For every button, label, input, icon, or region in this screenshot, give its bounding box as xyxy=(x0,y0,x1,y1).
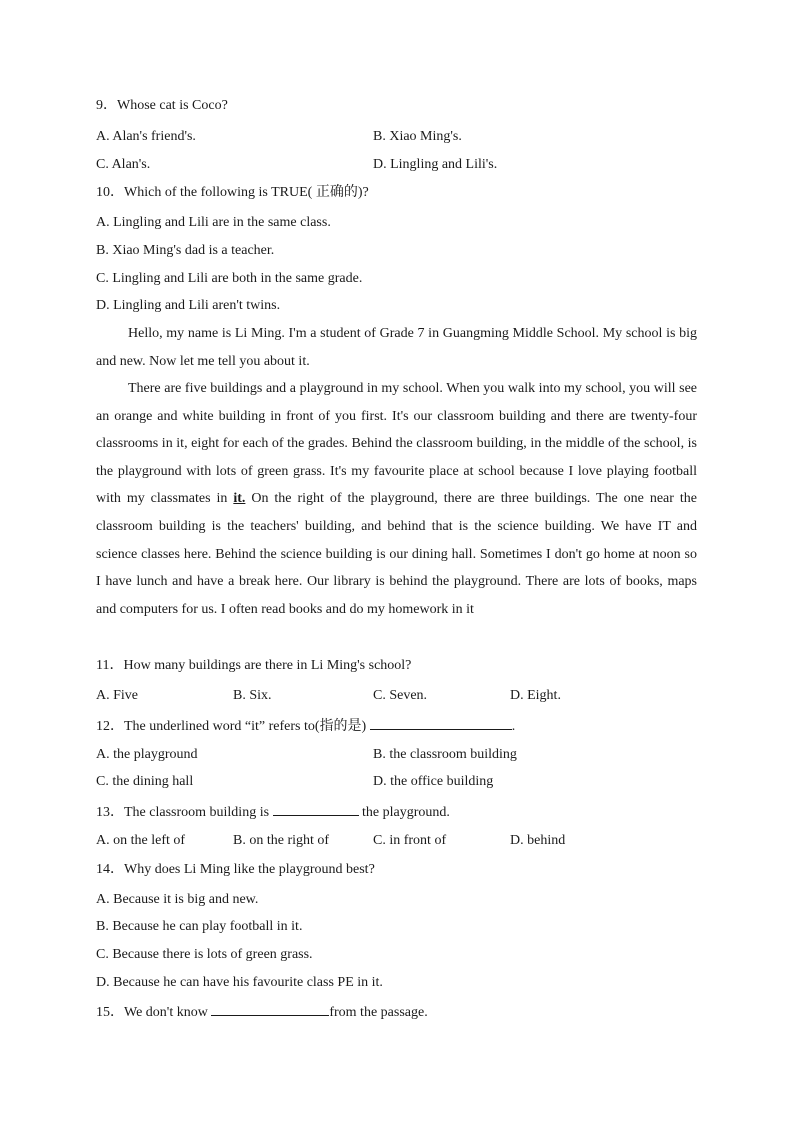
underlined-keyword-it: it. xyxy=(233,491,246,507)
question-14-option-d: D. Because he can have his favourite class PE in it. xyxy=(96,975,383,990)
question-10-option-c: C. Lingling and Lili are both in the same grade. xyxy=(96,271,363,286)
question-12-stem-text: 12．The underlined word “it” refers to(指的是) xyxy=(96,719,367,734)
question-9-option-a: A. Alan's friend's. xyxy=(96,129,196,144)
question-9-option-d: D. Lingling and Lili's. xyxy=(373,157,498,172)
question-14-option-a: A. Because it is big and new. xyxy=(96,892,259,907)
question-12-stem-end: . xyxy=(511,719,516,734)
question-12-stem xyxy=(96,715,515,737)
passage-paragraph-2-part-1: There are five buildings and a playground in my school. When you walk into my school, you will see an orange and white building in front of you first. It's our classroom building and there are twenty-four classrooms in it, eight for each of the grades. Behind the classroom building, in the middle of the school, is the playground with lots of green grass. It's my favourite place at school because I love playing football with my classmates in xyxy=(96,381,697,507)
question-13-stem-text: 13．The classroom building is xyxy=(96,805,270,820)
question-13-stem-end: the playground. xyxy=(362,805,450,820)
question-12-option-b: B. the classroom building xyxy=(373,747,517,762)
question-11-option-c: C. Seven. xyxy=(373,688,428,703)
question-10-option-b: B. Xiao Ming's dad is a teacher. xyxy=(96,243,275,258)
question-9-stem: 9．Whose cat is Coco? xyxy=(96,98,228,113)
question-15-stem xyxy=(96,1001,428,1023)
question-9-option-b: B. Xiao Ming's. xyxy=(373,129,462,144)
question-13-option-b: B. on the right of xyxy=(233,833,330,848)
question-13-stem xyxy=(96,801,450,823)
question-13-option-a: A. on the left of xyxy=(96,833,186,848)
question-10-stem: 10．Which of the following is TRUE( 正确的)? xyxy=(96,185,369,200)
question-13-option-d: D. behind xyxy=(510,833,566,848)
question-11-option-b: B. Six. xyxy=(233,688,272,703)
question-14-stem: 14．Why does Li Ming like the playground best? xyxy=(96,862,375,877)
question-14-option-c: C. Because there is lots of green grass. xyxy=(96,947,313,962)
question-14-option-b: B. Because he can play football in it. xyxy=(96,919,303,934)
question-12-option-c: C. the dining hall xyxy=(96,774,194,789)
passage-paragraph-1: Hello, my name is Li Ming. I'm a student of Grade 7 in Guangming Middle School. My school is big and new. Now let me tell you about it. xyxy=(96,326,697,369)
answer-blank xyxy=(370,715,512,730)
answer-blank xyxy=(211,1001,329,1016)
question-12-option-a: A. the playground xyxy=(96,747,198,762)
passage-paragraph-2-part-2: On the right of the playground, there are three buildings. The one near the classroom building is the teachers' building, and behind that is the science building. We have IT and science classes here. Behind the science building is our dining hall. Sometimes I don't go home at noon so I have lunch and have a break here. Our library is behind the playground. There are lots of books, maps and computers for us. I often read books and do my homework in it xyxy=(96,491,697,617)
question-10-option-d: D. Lingling and Lili aren't twins. xyxy=(96,298,281,313)
question-12-option-d: D. the office building xyxy=(373,774,494,789)
question-13-option-c: C. in front of xyxy=(373,833,447,848)
question-11-option-d: D. Eight. xyxy=(510,688,561,703)
question-11-stem: 11．How many buildings are there in Li Ming's school? xyxy=(96,658,412,673)
question-15-stem-end: from the passage. xyxy=(329,1005,428,1020)
question-15-stem-text: 15．We don't know xyxy=(96,1005,208,1020)
question-11-option-a: A. Five xyxy=(96,688,138,703)
answer-blank xyxy=(273,801,359,816)
question-10-option-a: A. Lingling and Lili are in the same class. xyxy=(96,215,331,230)
passage-paragraph-2 xyxy=(96,375,697,623)
question-9-option-c: C. Alan's. xyxy=(96,157,151,172)
